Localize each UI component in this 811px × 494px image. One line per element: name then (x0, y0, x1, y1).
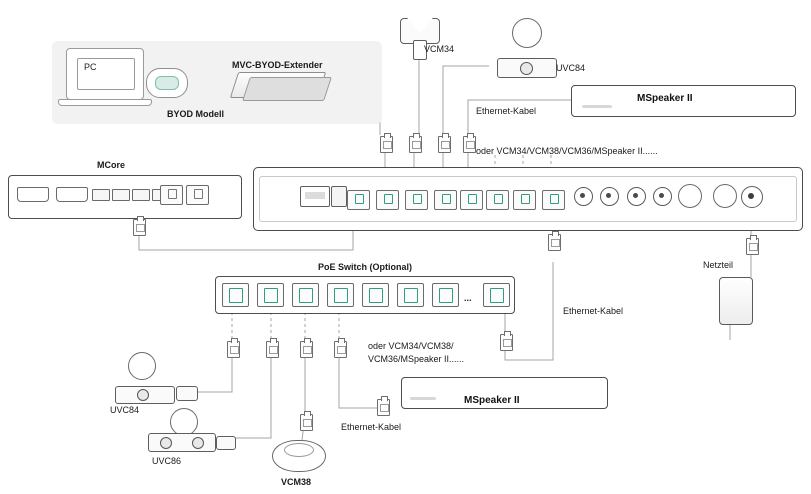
mcore-label: MCore (97, 160, 126, 170)
byod-model-label: BYOD Modell (167, 109, 225, 119)
uvc86-lens-left (160, 437, 172, 449)
ethernet-kabel-bottom-label: Ethernet-Kabel (341, 422, 402, 432)
oder-poe-line1: oder VCM34/VCM38/ (368, 341, 454, 351)
poe-port-1[interactable] (257, 283, 284, 307)
main-unit-power-jack[interactable] (741, 186, 763, 208)
uvc84-bottom-head (128, 352, 156, 380)
rj45-plug-icon (264, 288, 278, 303)
main-unit-lan-port-4[interactable] (460, 190, 483, 210)
rj45-plug-icon (229, 288, 243, 303)
poe-port-6[interactable] (432, 283, 459, 307)
poe-port-2[interactable] (292, 283, 319, 307)
poe-ellipsis: ... (464, 293, 472, 303)
vcm38-top-ring (284, 443, 314, 457)
poe-port-3[interactable] (327, 283, 354, 307)
mcore-hdmi-1[interactable] (56, 187, 88, 202)
power-connector (746, 238, 759, 255)
vcm34-label: VCM34 (424, 44, 455, 54)
pc-label: PC (84, 62, 97, 72)
rj45-plug-icon (334, 288, 348, 303)
ethernet-kabel-right-label: Ethernet-Kabel (563, 306, 624, 316)
mcore-usb-2[interactable] (132, 189, 150, 201)
main-unit-lan-port-1[interactable] (376, 190, 399, 210)
main-unit-rca-3[interactable] (653, 187, 672, 206)
mcore-usb-0[interactable] (92, 189, 110, 201)
mspeaker-top-grill (582, 105, 612, 108)
main-unit-lan-port-3[interactable] (434, 190, 457, 210)
rj45-plug-icon (299, 288, 313, 303)
netzteil-label: Netzteil (703, 260, 734, 270)
main-unit-rca-1[interactable] (600, 187, 619, 206)
rj45-connector (500, 334, 513, 351)
rj45-connector (300, 414, 313, 431)
poe-port-7[interactable] (483, 283, 510, 307)
main-unit-lan-port-5[interactable] (486, 190, 509, 210)
mcore-usb-1[interactable] (112, 189, 130, 201)
mspeaker-bottom-grill (410, 397, 436, 400)
pc-base (58, 99, 152, 106)
main-unit-hole-0 (678, 184, 702, 208)
pc-laptop (66, 48, 144, 100)
byod-dongle-led (155, 76, 179, 90)
oder-poe-line2: VCM36/MSpeaker II...... (368, 354, 465, 364)
main-unit-lan-port-7[interactable] (542, 190, 565, 210)
uvc86-lens-right (192, 437, 204, 449)
main-unit-lan-port-0[interactable] (347, 190, 370, 210)
main-unit-square-port[interactable] (331, 186, 347, 207)
power-adapter (719, 277, 753, 325)
rj45-connector (377, 399, 390, 416)
main-unit-rca-2[interactable] (627, 187, 646, 206)
rj45-plug-icon (490, 288, 504, 303)
rj45-connector (380, 136, 393, 153)
mspeaker-bottom-label: MSpeaker II (464, 395, 520, 406)
rj45-connector (334, 341, 347, 358)
uvc84-bottom-lens (137, 389, 149, 401)
uvc86-connector (216, 436, 236, 450)
uvc86-body (148, 433, 216, 452)
rj45-plug-icon (439, 288, 453, 303)
rj45-connector (463, 136, 476, 153)
main-unit-lan-port-2[interactable] (405, 190, 428, 210)
main-unit-hole-1 (713, 184, 737, 208)
rj45-connector (227, 341, 240, 358)
rj45-connector (548, 234, 561, 251)
ethernet-kabel-top-label: Ethernet-Kabel (476, 106, 537, 116)
vcm38-label: VCM38 (281, 477, 312, 487)
uvc84-top-label: UVC84 (556, 63, 586, 73)
byod-extender-label: MVC-BYOD-Extender (232, 60, 323, 70)
uvc86-head (170, 408, 198, 436)
poe-port-4[interactable] (362, 283, 389, 307)
poe-switch-label: PoE Switch (Optional) (318, 262, 412, 272)
mspeaker-top-label: MSpeaker II (637, 93, 693, 104)
main-unit-rca-0[interactable] (574, 187, 593, 206)
oder-top-label: oder VCM34/VCM38/VCM36/MSpeaker II...... (476, 146, 658, 156)
mcore-hdmi-0[interactable] (17, 187, 49, 202)
uvc84-top-lens-head (512, 18, 542, 48)
poe-port-5[interactable] (397, 283, 424, 307)
rj45-connector (300, 341, 313, 358)
uvc84-top-lens (520, 62, 533, 75)
byod-extender-top (242, 77, 332, 101)
rj45-connector (409, 136, 422, 153)
mcore-lan-0[interactable] (160, 185, 183, 205)
mcore-lan-1[interactable] (186, 185, 209, 205)
main-unit-lan-port-6[interactable] (513, 190, 536, 210)
rj45-connector (266, 341, 279, 358)
rj45-connector (438, 136, 451, 153)
uvc84-bottom-connector (176, 386, 198, 401)
main-unit-usb-port[interactable] (300, 186, 330, 207)
uvc86-label: UVC86 (152, 456, 182, 466)
rj45-connector (133, 219, 146, 236)
poe-port-0[interactable] (222, 283, 249, 307)
rj45-plug-icon (404, 288, 418, 303)
rj45-plug-icon (369, 288, 383, 303)
uvc84-bottom-label: UVC84 (110, 405, 140, 415)
